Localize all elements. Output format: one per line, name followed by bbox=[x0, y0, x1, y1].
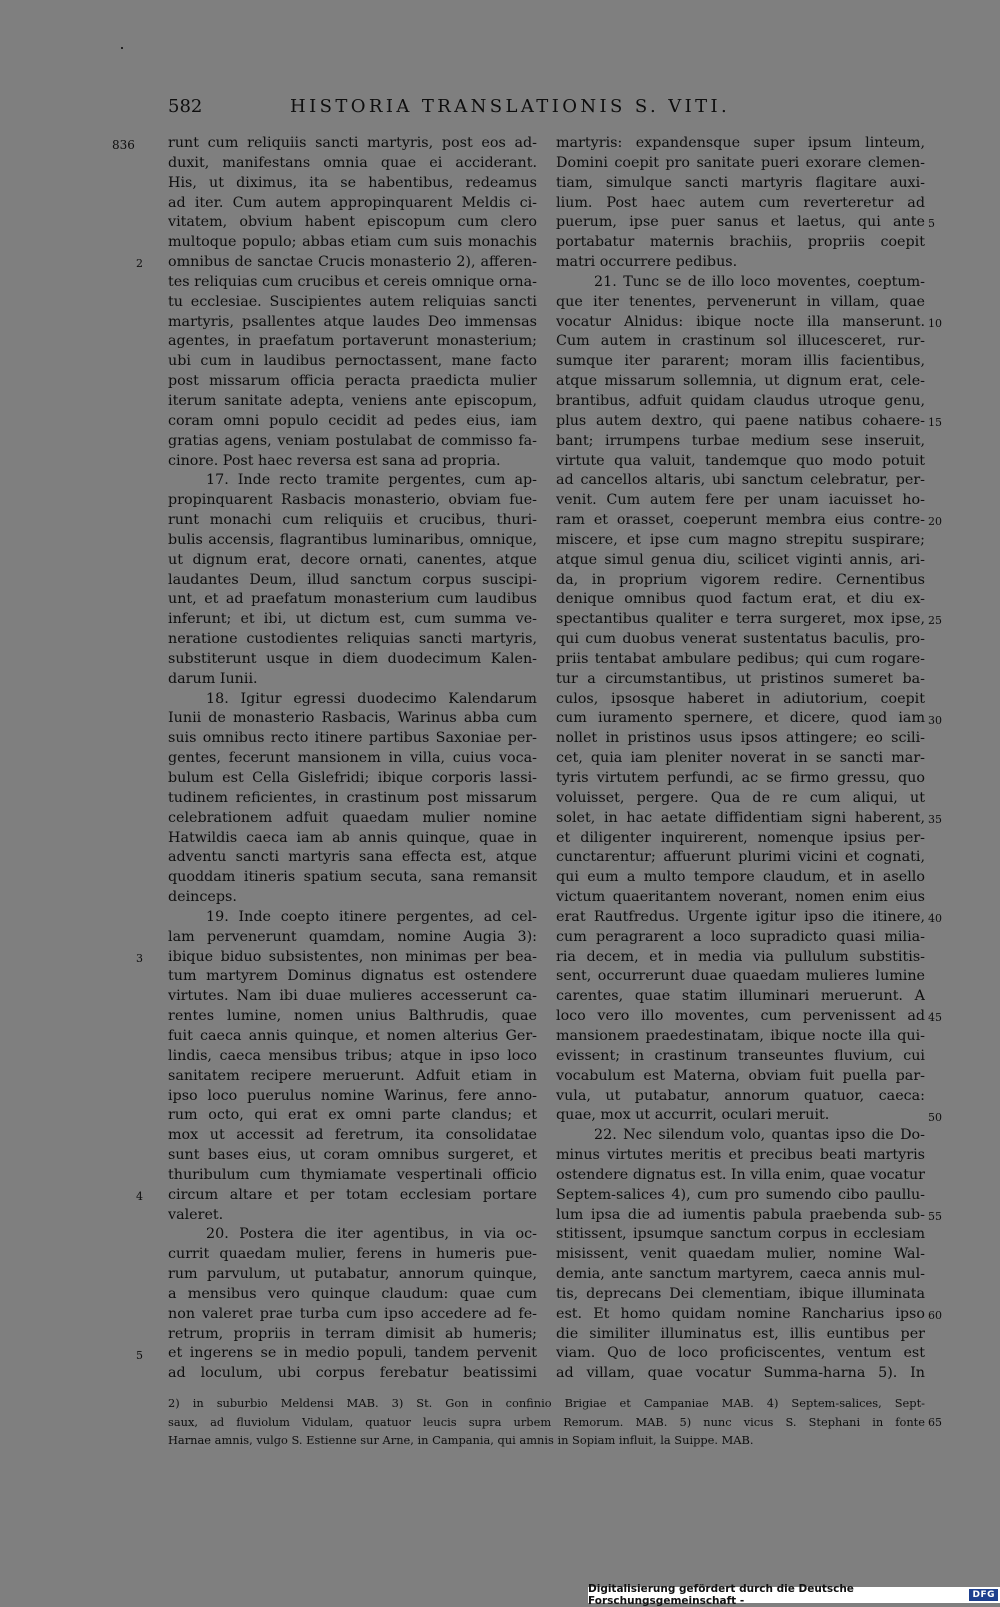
text-line: ut dignum erat, decore ornati, canentes, atque bbox=[168, 551, 537, 568]
text-line: qui eum a multo tempore claudum, et in asello bbox=[556, 869, 925, 886]
text-line: multoque populo; abbas etiam cum suis monachis bbox=[168, 234, 537, 251]
text-line: celebrationem adfuit quaedam mulier nomine bbox=[168, 809, 537, 826]
text-line: a mensibus vero quinque claudum: quae cum bbox=[168, 1285, 537, 1302]
left-text-column bbox=[168, 134, 537, 1384]
text-line: tes reliquias cum crucibus et cereis omnique orna- bbox=[168, 273, 537, 290]
text-line: da, in proprium vigorem redire. Cernentibus bbox=[556, 571, 925, 588]
text-line: carentes, quae statim illuminari meruerunt. A bbox=[556, 988, 925, 1005]
margin-line-number: 65 bbox=[928, 1416, 942, 1429]
text-line: ostendere dignatus est. In villa enim, quae vocatur bbox=[556, 1166, 925, 1183]
text-line: stitissent, ipsumque sanctum corpus in ecclesiam bbox=[556, 1226, 925, 1243]
text-line: mansionem praedestinatam, ibique nocte illa qui- bbox=[556, 1027, 925, 1044]
text-line: Hatwildis caeca iam ab annis quinque, quae in bbox=[168, 829, 537, 846]
text-line: vula, ut putabatur, annorum quatuor, caeca: bbox=[556, 1087, 925, 1104]
text-line: substiterunt usque in diem duodecimum Kalen- bbox=[168, 650, 537, 667]
text-line: viam. Quo de loco proficiscentes, ventum est bbox=[556, 1345, 925, 1362]
text-line: die similiter illuminatus est, illis euntibus per bbox=[556, 1325, 925, 1342]
text-line: lam pervenerunt quamdam, nomine Augia 3): bbox=[168, 928, 537, 945]
text-line: runt monachi cum reliquiis et crucibus, thuri- bbox=[168, 512, 537, 529]
margin-line-number: 5 bbox=[928, 217, 935, 231]
text-line: evissent; in crastinum transeuntes fluvium, cui bbox=[556, 1047, 925, 1064]
text-line: minus virtutes meritis et precibus beati martyris bbox=[556, 1147, 925, 1164]
text-line: rentes lumine, nomen unius Balthrudis, quae bbox=[168, 1008, 537, 1025]
margin-line-number: 10 bbox=[928, 316, 942, 330]
text-line: non valeret prae turba cum ipso accedere ad fe- bbox=[168, 1305, 537, 1322]
text-line: rum octo, qui erat ex omni parte clandus; et bbox=[168, 1107, 537, 1124]
text-line: plus autem dextro, qui paene natibus cohaere- bbox=[556, 412, 925, 429]
margin-line-number: 55 bbox=[928, 1209, 942, 1223]
text-line: quae, mox ut accurrit, oculari meruit. bbox=[556, 1107, 830, 1124]
text-line: ad cancellos altaris, ubi sanctum celebratur, per- bbox=[556, 472, 925, 489]
text-line: brantibus, adfuit quidam claudus utroque genu, bbox=[556, 392, 925, 409]
margin-line-number: 60 bbox=[928, 1309, 942, 1323]
text-line: His, ut diximus, ita se habentibus, redeamus bbox=[168, 174, 537, 191]
text-line: mox ut accessit ad feretrum, ita consolidatae bbox=[168, 1127, 537, 1144]
margin-line-number: 35 bbox=[928, 812, 942, 826]
text-line: ram et orasset, coeperunt membra eius contre- bbox=[556, 512, 925, 529]
text-line: tiam, simulque sancti martyris flagitare auxi- bbox=[556, 174, 925, 191]
text-line: 22. Nec silendum volo, quantas ipso die Do- bbox=[594, 1127, 925, 1144]
text-line: quoddam itineris spatium secuta, sana remansit bbox=[168, 869, 537, 886]
text-line: atque simul genua diu, scilicet viginti annis, ari- bbox=[556, 551, 925, 568]
text-line: que iter tenentes, pervenerunt in villam, quae bbox=[556, 293, 925, 310]
footnotes bbox=[168, 1394, 925, 1450]
text-line: matri occurrere pedibus. bbox=[556, 254, 738, 271]
text-line: Domini coepit pro sanitate pueri exorare clemen- bbox=[556, 154, 925, 171]
text-line: sent, occurrerunt duae quaedam mulieres lumine bbox=[556, 968, 925, 985]
margin-line-number: 20 bbox=[928, 515, 942, 529]
text-line: solet, in hac aetate diffidentiam signi haberent, bbox=[556, 809, 925, 826]
text-line: tur a circumstantibus, ut pristinos sumeret ba- bbox=[556, 670, 925, 687]
text-line: cum peragrarent a loco supradicto quasi milia- bbox=[556, 928, 925, 945]
margin-footnote-ref: 3 bbox=[136, 951, 143, 965]
text-line: tyris virtutem perfundi, ac se firmo gressu, quo bbox=[556, 770, 925, 786]
digitization-watermark bbox=[588, 1583, 1000, 1607]
text-line: atque missarum sollemnia, ut dignum erat, cele- bbox=[556, 373, 925, 390]
margin-line-number: 30 bbox=[928, 713, 942, 727]
text-line: cinore. Post haec reversa est sana ad propria. bbox=[168, 452, 501, 469]
text-line: agentes, in praefatum portaverunt monasterium; bbox=[168, 333, 537, 350]
text-line: currit quaedam mulier, ferens in humeris pue- bbox=[168, 1246, 537, 1263]
text-line: cet, quia iam pleniter noverat in se sancti mar- bbox=[556, 750, 925, 767]
text-line: culos, ipsosque haberet in adiutorium, coepit bbox=[556, 690, 925, 707]
text-line: ibique biduo subsistentes, non minimas per bea- bbox=[168, 948, 537, 965]
margin-line-number: 40 bbox=[928, 912, 942, 926]
margin-line-number: 50 bbox=[928, 1110, 942, 1124]
text-line: erat Rautfredus. Urgente igitur ipso die itinere, bbox=[556, 908, 925, 925]
running-title: HISTORIA TRANSLATIONIS S. VITI. bbox=[290, 96, 731, 117]
text-line: 19. Inde coepto itinere pergentes, ad cel- bbox=[206, 908, 537, 925]
text-line: miscere, et ipse cum magno strepitu suspirare; bbox=[556, 531, 925, 548]
text-line: inferunt; et ibi, ut dictum est, cum summa ve- bbox=[168, 611, 537, 628]
text-line: vitatem, obvium habent episcopum cum clero bbox=[168, 214, 537, 231]
margin-year: 836 bbox=[112, 138, 135, 152]
text-line: loco vero illo moventes, cum pervenissent ad bbox=[556, 1008, 925, 1025]
margin-footnote-ref: 5 bbox=[136, 1348, 143, 1362]
text-line: virtutes. Nam ibi duae mulieres accesserunt ca- bbox=[168, 988, 537, 1005]
dfg-logo: DFG bbox=[969, 1589, 998, 1601]
margin-footnote-ref: 2 bbox=[136, 257, 143, 271]
text-line: sanitatem recipere meruerunt. Adfuit etiam in bbox=[168, 1067, 537, 1084]
margin-line-number: 45 bbox=[928, 1011, 942, 1025]
margin-line-number: 25 bbox=[928, 614, 942, 628]
text-line: ad villam, quae vocatur Summa-harna 5). In bbox=[556, 1365, 925, 1382]
text-line: demia, ante sanctum martyrem, caeca annis mul- bbox=[556, 1266, 925, 1283]
text-line: priis tentabat ambulare pedibus; qui cum rogare- bbox=[556, 650, 925, 667]
text-line: Septem-salices 4), cum pro sumendo cibo paullu- bbox=[556, 1186, 925, 1203]
text-line: duxit, manifestans omnia quae ei acciderant. bbox=[168, 154, 537, 171]
text-line: omnibus de sanctae Crucis monasterio 2), afferen- bbox=[168, 254, 537, 271]
text-line: gentes, fecerunt mansionem in villa, cuius voca- bbox=[168, 750, 537, 767]
text-line: coram omni populo cecidit ad pedes eius, iam bbox=[168, 412, 537, 429]
text-line: martyris: expandensque super ipsum linteum, bbox=[556, 135, 925, 151]
text-line: bant; irrumpens turbae medium sese inseruit, bbox=[556, 432, 925, 449]
text-line: Cum autem in crastinum sol illucesceret, rur- bbox=[556, 333, 925, 350]
margin-line-number: 15 bbox=[928, 415, 942, 429]
text-line: thuribulum cum thymiamate vespertinali officio bbox=[168, 1166, 537, 1183]
text-line: darum Iunii. bbox=[168, 670, 258, 687]
watermark-text: Digitalisierung gefördert durch die Deutsche Forschungsgemeinschaft - bbox=[588, 1583, 854, 1607]
text-line: ad loculum, ubi corpus ferebatur beatissimi bbox=[168, 1365, 537, 1382]
text-line: propinquarent Rasbacis monasterio, obviam fue- bbox=[168, 492, 537, 509]
text-line: 17. Inde recto tramite pergentes, cum ap- bbox=[206, 472, 537, 489]
text-line: spectantibus qualiter e terra surgeret, mox ipse, bbox=[556, 611, 925, 628]
text-line: denique omnibus quod factum erat, et diu ex- bbox=[556, 591, 925, 608]
text-line: ria decem, et in media via pullulum substitis- bbox=[556, 948, 925, 965]
text-line: tu ecclesiae. Suscipientes autem reliquias sancti bbox=[168, 293, 537, 310]
text-line: virtute qua valuit, tandemque quo modo potuit bbox=[556, 452, 925, 469]
text-line: ubi cum in laudibus pernoctassent, mane facto bbox=[168, 353, 537, 370]
text-line: lindis, caeca mensibus tribus; atque in ipso loco bbox=[168, 1047, 537, 1064]
scan-speck bbox=[121, 47, 123, 49]
text-line: fuit caeca annis quinque, et nomen alterius Ger- bbox=[168, 1027, 537, 1044]
footnote-line: Harnae amnis, vulgo S. Estienne sur Arne, in Campania, qui amnis in Sopiam influit, la Suippe. MAB. bbox=[168, 1433, 754, 1448]
text-line: martyris, psallentes atque laudes Deo immensas bbox=[168, 313, 537, 330]
text-line: cunctarentur; affuerunt plurimi vicini et cognati, bbox=[556, 849, 925, 866]
text-line: post missarum officia peracta praedicta mulier bbox=[168, 373, 537, 390]
text-line: retrum, propriis in terram dimisit ab humeris; bbox=[168, 1325, 537, 1342]
text-line: portabatur maternis brachiis, propriis coepit bbox=[556, 234, 925, 251]
margin-footnote-ref: 4 bbox=[136, 1190, 143, 1204]
text-line: voluisset, pergere. Qua de re cum aliqui, ut bbox=[556, 789, 925, 806]
text-line: laudantes Deum, illud sanctum corpus suscipi- bbox=[168, 571, 537, 588]
text-line: cum iuramento spernere, et dicere, quod iam bbox=[556, 710, 925, 727]
text-line: venit. Cum autem fere per unam iacuisset ho- bbox=[556, 492, 925, 509]
text-line: puerum, ipse puer sanus et laetus, qui ante bbox=[556, 214, 925, 231]
text-line: qui cum duobus venerat sustentatus baculis, pro- bbox=[556, 631, 925, 648]
text-line: vocabulum est Materna, obviam fuit puella par- bbox=[556, 1067, 925, 1084]
text-line: misissent, venit quaedam mulier, nomine Wal- bbox=[556, 1246, 925, 1263]
text-line: rum parvulum, ut putabatur, annorum quinque, bbox=[168, 1266, 537, 1283]
text-line: bulis accensis, flagrantibus luminaribus, omnique, bbox=[168, 531, 537, 548]
text-line: ad iter. Cum autem appropinquarent Meldis ci- bbox=[168, 194, 537, 211]
text-line: suis omnibus recto itinere partibus Saxoniae per- bbox=[168, 730, 537, 747]
text-line: neratione custodientes reliquias sancti martyris, bbox=[168, 631, 537, 648]
page-header bbox=[168, 96, 943, 118]
text-line: valeret. bbox=[168, 1206, 224, 1223]
text-line: lum ipsa die ad iumentis pabula praebenda sub- bbox=[556, 1206, 925, 1223]
text-line: et diligenter inquirerent, nomenque ipsius per- bbox=[556, 829, 925, 846]
text-line: circum altare et per totam ecclesiam portare bbox=[168, 1186, 537, 1203]
text-line: deinceps. bbox=[168, 889, 237, 906]
text-line: unt, et ad praefatum monasterium cum laudibus bbox=[168, 591, 537, 608]
footnote-line: saux, ad fluviolum Vidulam, quatuor leucis supra urbem Remorum. MAB. 5) nunc vicus S. Stephani in fonte bbox=[168, 1414, 925, 1429]
text-line: runt cum reliquiis sancti martyris, post eos ad- bbox=[168, 135, 537, 151]
text-line: tudinem reficientes, in crastinum post missarum bbox=[168, 789, 537, 806]
text-line: 20. Postera die iter agentibus, in via oc- bbox=[206, 1226, 537, 1243]
text-line: 21. Tunc se de illo loco moventes, coeptum- bbox=[594, 273, 925, 290]
text-line: gratias agens, veniam postulabat de commisso fa- bbox=[168, 432, 537, 449]
text-line: tis, deprecans Dei clementiam, ibique illuminata bbox=[556, 1285, 925, 1302]
text-line: lium. Post haec autem cum reverteretur ad bbox=[556, 194, 925, 211]
text-line: tum martyrem Dominus dignatus est ostendere bbox=[168, 968, 537, 985]
text-line: nollet in pristinos usus ipsos attingere; eo scili- bbox=[556, 730, 925, 747]
text-line: bulum est Cella Gislefridi; ibique corporis lassi- bbox=[168, 770, 537, 786]
text-line: victum quaeritantem noverant, nomen enim eius bbox=[556, 889, 925, 906]
text-line: ipso loco puerulus nomine Warinus, fere anno- bbox=[168, 1087, 537, 1104]
page-number: 582 bbox=[168, 96, 203, 117]
footnote-line: 2) in suburbio Meldensi MAB. 3) St. Gon in confinio Brigiae et Campaniae MAB. 4) Septem-salices, Sept- bbox=[168, 1396, 925, 1410]
text-line: vocatur Alnidus: ibique nocte illa manserunt. bbox=[556, 313, 925, 330]
text-line: adventu sancti martyris sana effecta est, atque bbox=[168, 849, 537, 866]
text-line: sumque iter pararent; moram illis facientibus, bbox=[556, 353, 925, 370]
text-line: 18. Igitur egressi duodecimo Kalendarum bbox=[206, 690, 537, 707]
text-line: et ingerens se in medio populi, tandem pervenit bbox=[168, 1345, 537, 1362]
text-line: est. Et homo quidam nomine Rancharius ipso bbox=[556, 1305, 925, 1322]
text-line: iterum sanitate adepta, veniens ante episcopum, bbox=[168, 392, 537, 409]
text-line: Iunii de monasterio Rasbacis, Warinus abba cum bbox=[168, 710, 537, 727]
right-text-column bbox=[556, 134, 925, 1384]
text-line: sunt bases eius, ut coram omnibus surgeret, et bbox=[168, 1147, 537, 1164]
